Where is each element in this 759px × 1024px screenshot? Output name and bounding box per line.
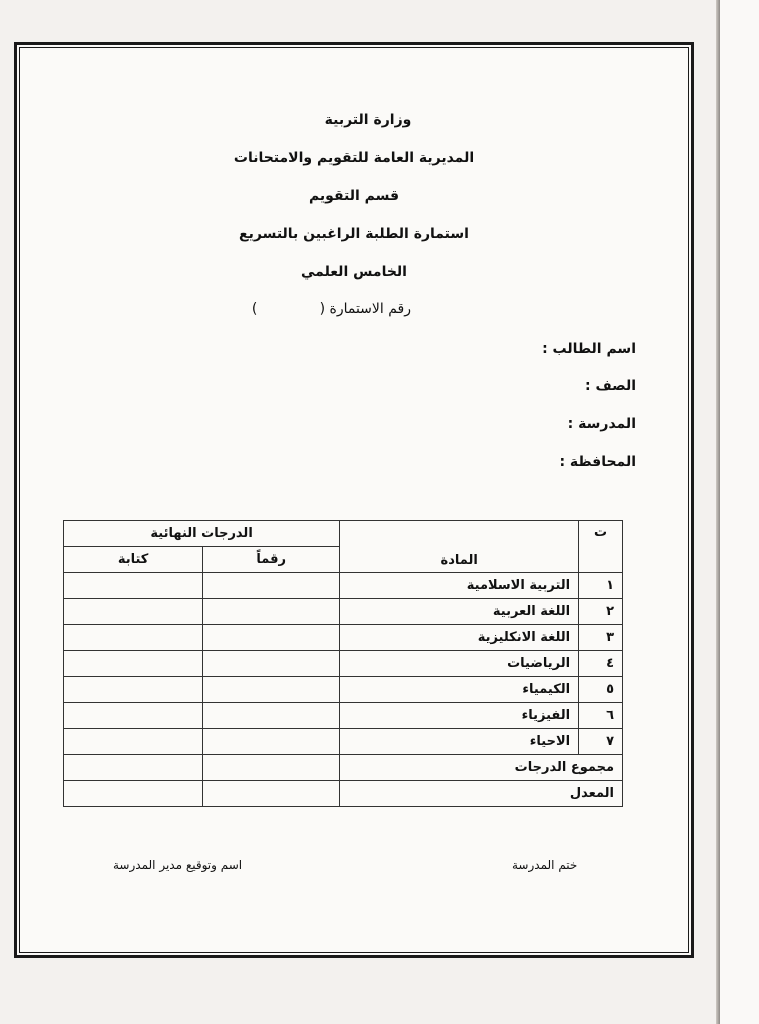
numeric-grade-cell[interactable] [203,651,340,677]
form-title: استمارة الطلبة الراغبين بالتسريع [239,226,469,242]
average-written-cell[interactable] [64,781,203,807]
school-stamp-label: ختم المدرسة [512,858,578,872]
subject-cell: اللغة الانكليزية [340,625,579,651]
index-cell: ٦ [579,703,623,729]
table-header-row [64,521,623,547]
index-cell: ٤ [579,651,623,677]
subject-cell: التربية الاسلامية [340,573,579,599]
written-header: كتابة [64,547,203,573]
table-row [64,573,623,599]
average-numeric-cell[interactable] [203,781,340,807]
numeric-grade-cell[interactable] [203,625,340,651]
total-numeric-cell[interactable] [203,755,340,781]
total-label: مجموع الدرجات [340,755,623,781]
total-row [64,755,623,781]
numeric-grade-cell[interactable] [203,599,340,625]
numeric-grade-cell[interactable] [203,703,340,729]
table-row [64,651,623,677]
index-cell: ٢ [579,599,623,625]
subject-cell: الكيمياء [340,677,579,703]
subject-cell: اللغة العربية [340,599,579,625]
subject-header: المادة [340,521,579,573]
department-heading: قسم التقويم [308,188,400,204]
table-row [64,599,623,625]
index-header: ت [579,521,623,573]
grade-level: الخامس العلمي [301,264,407,280]
numeric-header: رقماً [203,547,340,573]
school-field[interactable]: المدرسة : [567,416,636,432]
student-name-field[interactable]: اسم الطالب : [542,341,636,357]
written-grade-cell[interactable] [64,651,203,677]
table-row [64,729,623,755]
subject-cell: الفيزياء [340,703,579,729]
index-cell: ٥ [579,677,623,703]
written-grade-cell[interactable] [64,703,203,729]
form-frame-inner-border [19,47,689,953]
paper-edge-shadow [716,0,720,1024]
index-cell: ١ [579,573,623,599]
written-grade-cell[interactable] [64,573,203,599]
index-cell: ٣ [579,625,623,651]
numeric-grade-cell[interactable] [203,573,340,599]
table-row [64,677,623,703]
grades-table [63,520,623,807]
written-grade-cell[interactable] [64,599,203,625]
ministry-heading: وزارة التربية [324,112,412,128]
adjacent-page [720,0,759,1024]
subject-cell: الاحياء [340,729,579,755]
form-frame [14,42,694,958]
written-grade-cell[interactable] [64,625,203,651]
average-row [64,781,623,807]
table-row [64,625,623,651]
principal-signature-label: اسم وتوقيع مدير المدرسة [113,858,243,872]
final-grades-header: الدرجات النهائية [64,521,340,547]
average-label: المعدل [340,781,623,807]
index-cell: ٧ [579,729,623,755]
table-row [64,703,623,729]
written-grade-cell[interactable] [64,729,203,755]
form-number-field[interactable]: رقم الاستمارة ( ) [251,301,411,317]
numeric-grade-cell[interactable] [203,729,340,755]
numeric-grade-cell[interactable] [203,677,340,703]
class-field[interactable]: الصف : [585,378,636,394]
governorate-field[interactable]: المحافظة : [559,454,636,470]
subject-cell: الرياضيات [340,651,579,677]
directorate-heading: المديرية العامة للتقويم والامتحانات [233,150,475,166]
written-grade-cell[interactable] [64,677,203,703]
total-written-cell[interactable] [64,755,203,781]
